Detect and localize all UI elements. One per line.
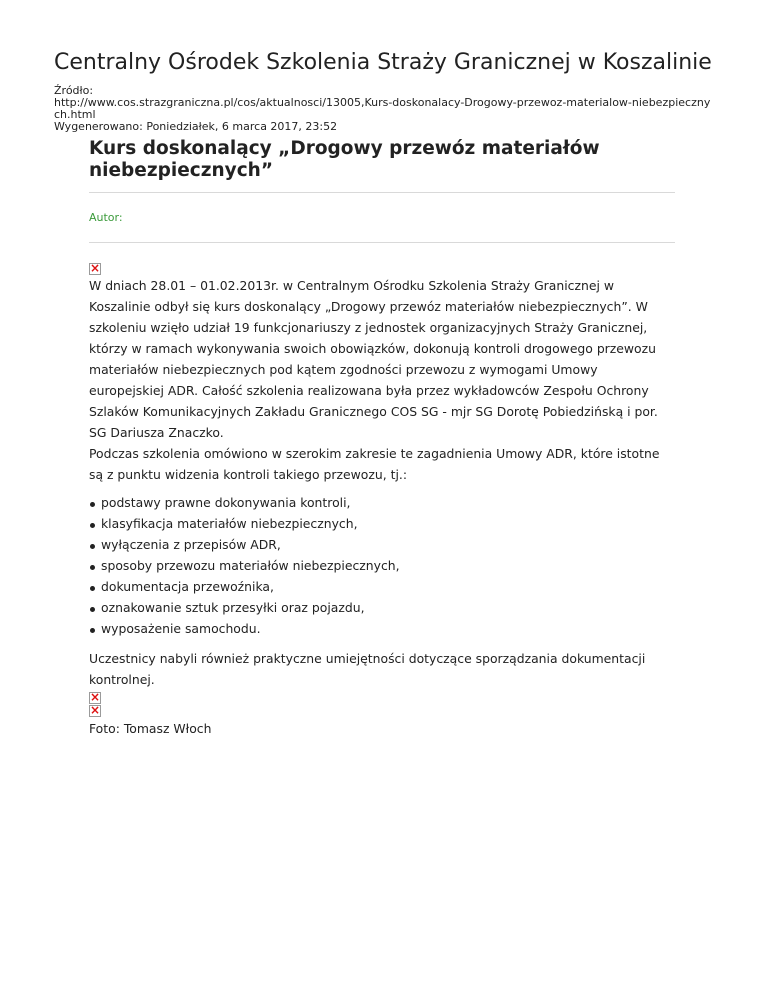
article <box>89 138 675 739</box>
list-item: sposoby przewozu materiałów niebezpiecznych, <box>89 555 675 576</box>
source-label: Źródło: <box>54 84 94 97</box>
broken-image-icon <box>89 263 101 275</box>
generated-timestamp: Wygenerowano: Poniedziałek, 6 marca 2017, 23:52 <box>54 120 338 133</box>
article-paragraph: W dniach 28.01 – 01.02.2013r. w Centralnym Ośrodku Szkolenia Straży Granicznej w Koszalinie odbył się kurs doskonalący „Drogowy przewóz materiałów niebezpiecznych”. W szkoleniu wzięło udział 19 funkcjonariuszy z jednostek organizacyjnych Straży Granicznej, którzy w ramach wykonywania swoich obowiązków, dokonują kontroli drogowego przewozu materiałów niebezpiecznych pod kątem zgodności przewozu z wymogami Umowy europejskiej ADR. Całość szkolenia realizowana była przez wykładowców Zespołu Ochrony Szlaków Komunikacyjnych Zakładu Granicznego COS SG - mjr SG Dorotę Pobiedzińską i por. SG Dariusza Znaczko. <box>89 278 658 440</box>
broken-image-icon <box>89 705 101 717</box>
source-meta <box>54 85 714 133</box>
list-item: oznakowanie sztuk przesyłki oraz pojazdu, <box>89 597 675 618</box>
list-item: wyłączenia z przepisów ADR, <box>89 534 675 555</box>
list-item: dokumentacja przewoźnika, <box>89 576 675 597</box>
source-url[interactable]: http://www.cos.strazgraniczna.pl/cos/aktualnosci/13005,Kurs-doskonalacy-Drogowy-przewoz-materialow-niebezpiecznych.html <box>54 96 711 121</box>
site-title: Centralny Ośrodek Szkolenia Straży Granicznej w Koszalinie <box>54 50 712 75</box>
article-title: Kurs doskonalący „Drogowy przewóz materiałów niebezpiecznych” <box>89 138 675 193</box>
list-item: klasyfikacja materiałów niebezpiecznych, <box>89 513 675 534</box>
list-item: wyposażenie samochodu. <box>89 618 675 639</box>
photo-caption: Foto: Tomasz Włoch <box>89 721 212 736</box>
photo-gallery <box>89 692 675 717</box>
article-paragraph: Podczas szkolenia omówiono w szerokim zakresie te zagadnienia Umowy ADR, które istotne są z punktu widzenia kontroli takiego przewozu, tj.: <box>89 446 660 482</box>
topic-list <box>89 492 675 639</box>
list-item: podstawy prawne dokonywania kontroli, <box>89 492 675 513</box>
article-paragraph: Uczestnicy nabyli również praktyczne umiejętności dotyczące sporządzania dokumentacji kontrolnej. <box>89 651 646 687</box>
author-label: Autor: <box>89 193 675 243</box>
